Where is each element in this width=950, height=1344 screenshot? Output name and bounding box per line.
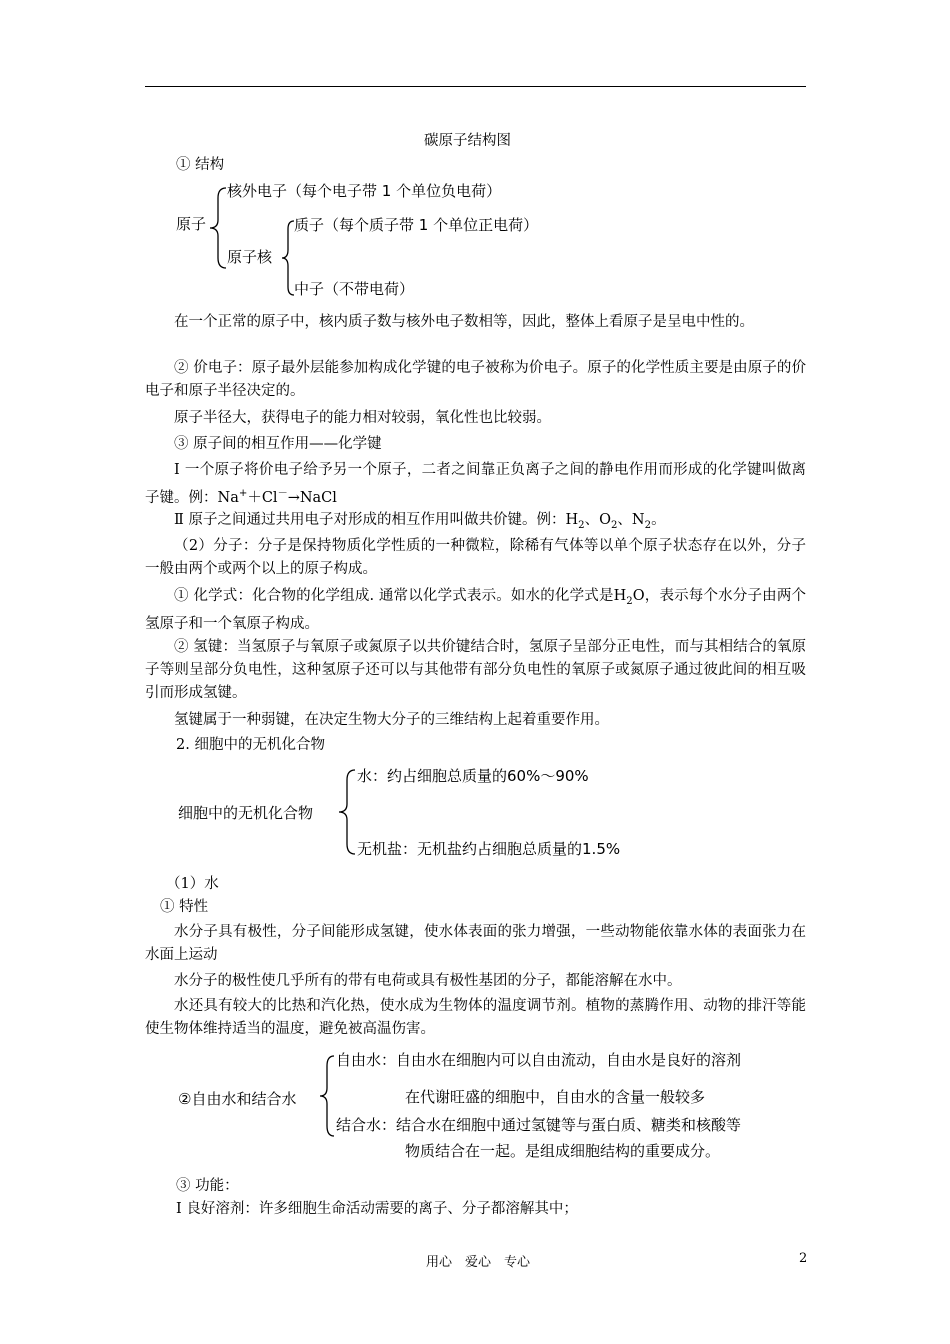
paragraph-chemical-formula: ① 化学式：化合物的化学组成. 通常以化学式表示。如水的化学式是$H_2O$，表示每个水分子由两个氢原子和一个氧原子构成。 [145, 588, 807, 632]
paragraph-ionic-bond [145, 459, 806, 510]
ionic-bond-text: Ⅰ 一个原子将价电子给予另一个原子，二者之间靠正负离子之间的静电作用而形成的化学键叫做离子键。例： [145, 462, 806, 506]
paragraph-dissolve: 水分子的极性使几乎所有的带有电荷或具有极性基团的分子，都能溶解在水中。 [174, 973, 682, 989]
page-number: 2 [799, 1251, 808, 1266]
heading-properties: ① 特性 [160, 899, 209, 915]
atom-brace-icon [208, 186, 228, 270]
paragraph-polarity: 水分子具有极性，分子间能形成氢键，使水体表面的张力增强，一些动物能依靠水体的表面张力在水面上运动 [145, 924, 806, 963]
heading-water: （1）水 [166, 876, 219, 892]
water-brace-icon [318, 1054, 336, 1138]
water-percentage-label: 水：约占细胞总质量的60%～90% [357, 767, 589, 785]
header-rule [145, 86, 806, 87]
free-water-label: 自由水：自由水在细胞内可以自由流动，自由水是良好的溶剂 [336, 1051, 742, 1069]
water-formula: $H_2O$ [613, 588, 645, 607]
covalent-bond-text: Ⅱ 原子之间通过共用电子对形成的相互作用叫做共价键。例： [174, 512, 566, 528]
bound-water-note: 物质结合在一起。是组成细胞结构的重要成分。 [405, 1142, 721, 1160]
paragraph-molecule: （2）分子：分子是保持物质化学性质的一种微粒，除稀有气体等以单个原子状态存在以外，分子一般由两个或两个以上的原子构成。 [145, 538, 806, 577]
inorganic-root-label: 细胞中的无机化合物 [178, 804, 314, 822]
figure-title: 碳原子结构图 [424, 133, 511, 149]
free-bound-root-label: ②自由水和结合水 [178, 1090, 297, 1108]
heading-inorganic-compounds: 2. 细胞中的无机化合物 [176, 737, 325, 753]
paragraph-valence-electron: ② 价电子：原子最外层能参加构成化学键的电子被称为价电子。原子的化学性质主要是由原子的价电子和原子半径决定的。 [145, 360, 806, 399]
free-water-note: 在代谢旺盛的细胞中，自由水的含量一般较多 [405, 1088, 706, 1106]
heading-function: ③ 功能： [176, 1178, 239, 1194]
footer-motto: 用心 爱心 专心 [426, 1255, 531, 1270]
paragraph-covalent-bond [145, 509, 806, 537]
paragraph-neutral: 在一个正常的原子中，核内质子数与核外电子数相等，因此，整体上看原子是呈电中性的。 [174, 314, 754, 330]
nucleus-label: 原子核 [227, 248, 273, 266]
salt-percentage-label: 无机盐：无机盐约占细胞总质量的1.5% [357, 840, 621, 858]
neutron-label: 中子（不带电荷） [294, 280, 415, 298]
paragraph-hydrogen-bond: ② 氢键：当氢原子与氧原子或氮原子以共价键结合时，氢原子呈部分正电性，而与其相结合的氧原子等则呈部分负电性，这种氢原子还可以与其他带有部分负电性的氧原子或氮原子通过彼此间的相互吸引而形成氢键。 [145, 639, 806, 701]
paragraph-weak-bond: 氢键属于一种弱键，在决定生物大分子的三维结构上起着重要作用。 [174, 712, 609, 728]
electron-label: 核外电子（每个电子带 1 个单位负电荷） [227, 182, 502, 200]
ionic-equation: Na+＋Cl－→NaCl [217, 488, 337, 506]
proton-label: 质子（每个质子带 1 个单位正电荷） [294, 216, 539, 234]
section-structure-heading: ① 结构 [176, 157, 225, 173]
paragraph-specific-heat: 水还具有较大的比热和汽化热，使水成为生物体的温度调节剂。植物的蒸腾作用、动物的排汗等能使生物体维持适当的温度，避免被高温伤害。 [145, 998, 806, 1037]
heading-chemical-bond: ③ 原子间的相互作用——化学键 [174, 436, 382, 452]
bound-water-label: 结合水：结合水在细胞中通过氢键等与蛋白质、糖类和核酸等 [336, 1116, 742, 1134]
covalent-examples: $H_2$、$O_2$、$N_2$。 [565, 512, 666, 531]
paragraph-good-solvent: Ⅰ 良好溶剂：许多细胞生命活动需要的离子、分子都溶解其中； [176, 1201, 578, 1217]
inorganic-brace-icon [337, 768, 357, 856]
atom-label: 原子 [176, 215, 207, 233]
paragraph-atomic-radius: 原子半径大，获得电子的能力相对较弱，氧化性也比较弱。 [174, 410, 551, 426]
